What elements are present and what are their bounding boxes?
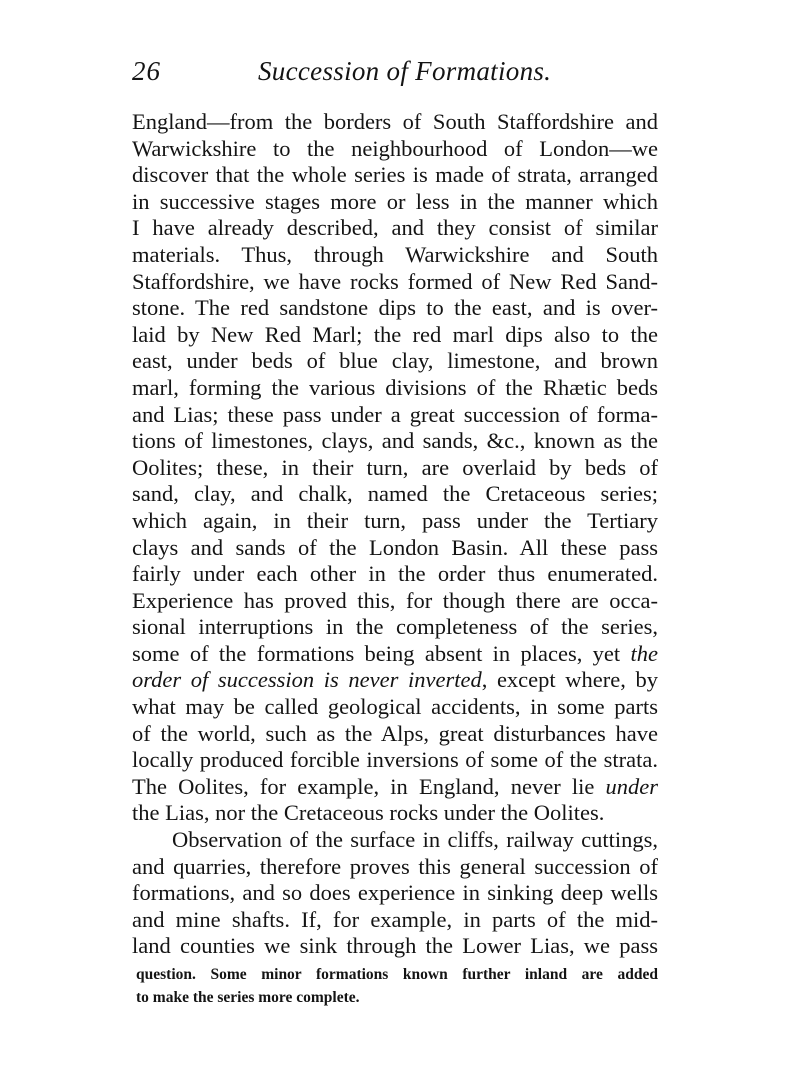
text-line: England—from the borders of South Staffordshire and [132, 109, 658, 134]
text-line: in successive stages more or less in the manner which [132, 188, 658, 214]
text-line: land counties we sink through the Lower Lias, we pass [132, 933, 658, 959]
text-line: I have already described, and they consist of similar [132, 215, 658, 241]
text-segment: , except where, by [481, 667, 658, 693]
text-segment: The Oolites, for example, in England, never lie [132, 773, 606, 799]
text-line: and Lias; these pass under a great succession of forma- [132, 401, 658, 427]
text-line: laid by New Red Marl; the red marl dips also to the [132, 321, 658, 347]
text-line: Observation of the surface in cliffs, railway cuttings, [172, 827, 658, 853]
text-line: what may be called geological accidents, in some parts [132, 694, 658, 720]
text-line: of the world, such as the Alps, great disturbances have [132, 720, 658, 746]
text-line [132, 774, 658, 801]
text-line: Oolites; these, in their turn, are overlaid by beds of [132, 454, 658, 480]
text-line: and mine shafts. If, for example, in parts of the mid- [132, 906, 658, 932]
text-line: sional interruptions in the completeness of the series, [132, 614, 658, 640]
text-segment: some of the formations being absent in places, yet [132, 640, 631, 666]
text-line: materials. Thus, through Warwickshire and South [132, 241, 658, 267]
text-line: marl, forming the various divisions of the Rhætic beds [132, 374, 658, 400]
running-head [132, 56, 658, 96]
text-line: east, under beds of blue clay, limestone, and brown [132, 348, 658, 374]
text-line [132, 641, 658, 668]
text-line: fairly under each other in the order thus enumerated. [132, 561, 658, 587]
text-line: locally produced forcible inversions of some of the strata. [132, 747, 658, 773]
text-line: stone. The red sandstone dips to the east, and is over- [132, 295, 658, 321]
text-line: discover that the whole series is made of strata, arranged [132, 162, 658, 188]
text-line: clays and sands of the London Basin. All these pass [132, 534, 658, 560]
running-title: Succession of Formations. [258, 56, 552, 86]
footnote [136, 963, 658, 1009]
text-line: Experience has proved this, for though there are occa- [132, 587, 658, 613]
text-line: Staffordshire, we have rocks formed of New Red Sand- [132, 268, 658, 294]
page-number: 26 [132, 56, 161, 86]
text-line: and quarries, therefore proves this general succession of [132, 853, 658, 879]
text-line: sand, clay, and chalk, named the Cretaceous series; [132, 481, 658, 507]
italic-text-segment: under [605, 773, 658, 799]
text-line: formations, and so does experience in sinking deep wells [132, 880, 658, 906]
footnote-line: question. Some minor formations known further inland are added [136, 966, 658, 983]
footnote-line: to make the series more complete. [136, 989, 360, 1006]
text-line [132, 667, 658, 694]
text-line: the Lias, nor the Cretaceous rocks under the Oolites. [132, 800, 605, 826]
italic-text-segment: the [630, 640, 658, 666]
text-line: tions of limestones, clays, and sands, &c., known as the [132, 428, 658, 454]
text-line: which again, in their turn, pass under the Tertiary [132, 507, 658, 533]
text-line: Warwickshire to the neighbourhood of London—we [132, 135, 658, 161]
italic-text-segment: order of succession is never inverted [132, 667, 482, 693]
body-text [132, 109, 658, 960]
